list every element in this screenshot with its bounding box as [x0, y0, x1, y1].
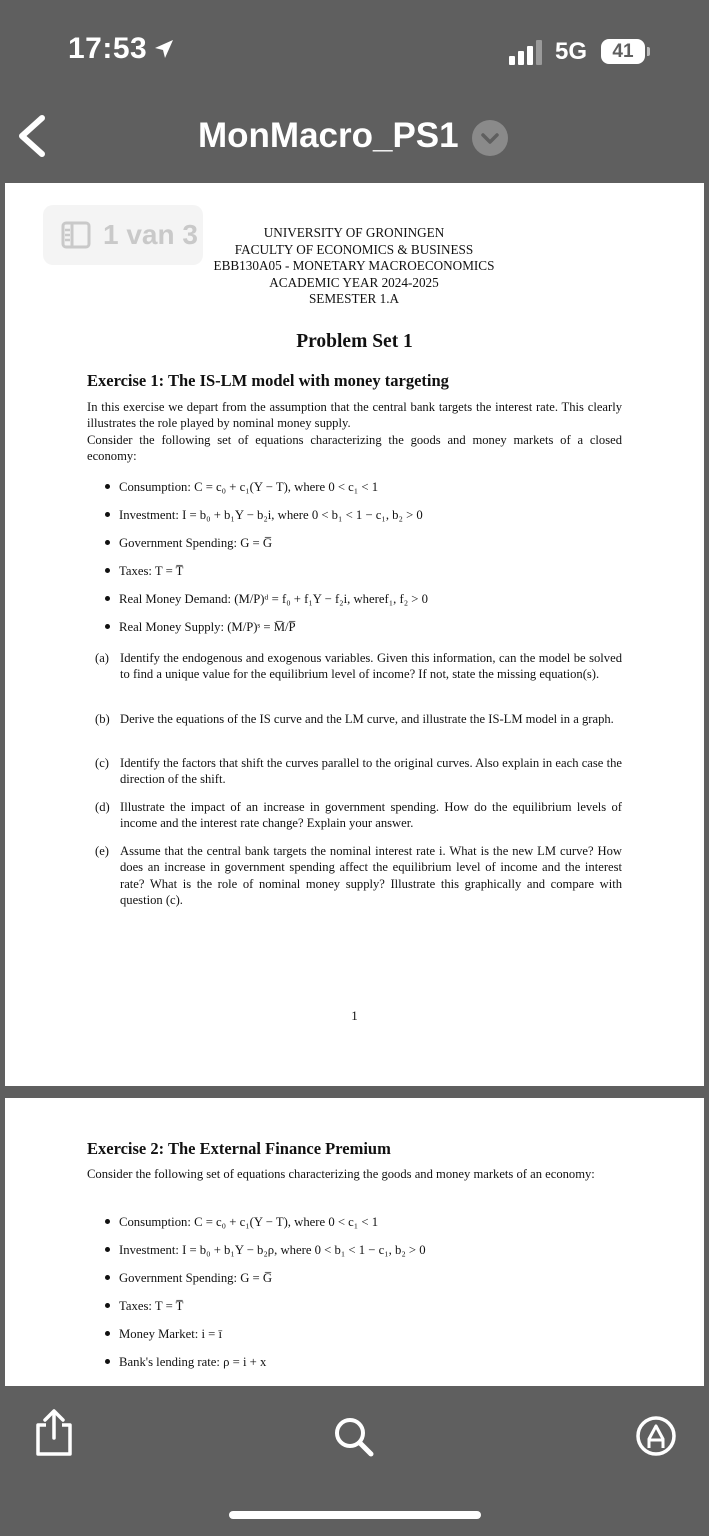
equation-item [105, 1327, 222, 1342]
question-label: (c) [95, 756, 109, 770]
equation-item [105, 592, 428, 607]
exercise-2-title: Exercise 2: The External Finance Premium [87, 1139, 391, 1158]
exercise-1-intro [87, 399, 622, 464]
markup-pen-icon [635, 1415, 677, 1457]
pdf-page-2 [5, 1098, 704, 1388]
battery-icon [647, 47, 650, 56]
header-line: SEMESTER 1.A [308, 291, 400, 307]
question-label: (d) [95, 800, 110, 814]
question-label: (e) [95, 844, 109, 858]
markup-button[interactable] [635, 1415, 677, 1462]
question-text: Identify the endogenous and exogenous variables. Given this information, can the model be solved to find a unique value for the equilibrium level of income? If not, state the missing equation(s). [120, 651, 622, 682]
question-text: Derive the equations of the IS curve and the LM curve, and illustrate the IS-LM model in a graph. [120, 712, 614, 726]
status-bar [0, 0, 709, 100]
document-title[interactable]: MonMacro_PS1 [198, 116, 459, 155]
equation-text: Money Market: i = ī [119, 1327, 222, 1341]
clock-time: 17:53 [68, 32, 148, 65]
question-item [95, 711, 622, 727]
equation-item [105, 1215, 378, 1230]
question-text: Identify the factors that shift the curves parallel to the original curves. Also explain in each case the direction of the shift. [120, 756, 622, 787]
equation-item [105, 508, 423, 523]
equation-text: Investment: I = b₀ + b₁Y − b₂i, where 0 < b₁ < 1 − c₁, b₂ > 0 [119, 508, 423, 522]
equation-text: Consumption: C = c₀ + c₁(Y − T), where 0 < c₁ < 1 [119, 480, 379, 494]
equation-text: Bank's lending rate: ρ = i + x [119, 1355, 267, 1369]
equation-text: Government Spending: G = G̅ [119, 1271, 273, 1285]
problem-set-title: Problem Set 1 [296, 331, 413, 352]
title-menu-button[interactable] [472, 120, 508, 156]
equation-text: Government Spending: G = G̅ [119, 536, 273, 550]
question-text: Illustrate the impact of an increase in government spending. How do the equilibrium levels of income and the interest rate change? Explain your answer. [120, 800, 622, 831]
home-indicator[interactable] [229, 1511, 481, 1519]
page-indicator-label: 1 van 3 [103, 219, 198, 250]
question-text: Assume that the central bank targets the nominal interest rate i. What is the new LM curve? How does an increase in government spending affect the equilibrium level of income and the interest rate? What is the role of nominal money supply? Illustrate this graphically and compare with question (c). [120, 844, 622, 907]
share-icon [33, 1408, 75, 1458]
network-type: 5G [555, 38, 588, 65]
chevron-down-icon [472, 120, 508, 156]
navigation-bar [0, 100, 709, 176]
back-button[interactable] [14, 112, 50, 160]
equation-item [105, 564, 183, 579]
clock [68, 32, 175, 68]
header-line: UNIVERSITY OF GRONINGEN [263, 225, 445, 240]
pdf-page-1 [5, 183, 704, 1086]
location-arrow-icon [153, 34, 175, 68]
exercise-2-intro: Consider the following set of equations characterizing the goods and money markets of an economy: [87, 1167, 595, 1181]
intro-text: Consider the following set of equations characterizing the goods and money markets of a closed economy: [87, 432, 622, 463]
header-line: ACADEMIC YEAR 2024-2025 [269, 274, 439, 290]
battery-level: 41 [601, 39, 645, 64]
equation-text: Taxes: T = T̅ [119, 1299, 184, 1313]
equation-item [105, 480, 378, 495]
question-label: (b) [95, 712, 110, 726]
equation-text: Real Money Demand: (M/P)ᵈ = f₀ + f₁Y − f₂i, wheref₁, f₂ > 0 [119, 592, 428, 606]
signal-strength-icon [509, 37, 542, 65]
equation-text: Investment: I = b₀ + b₁Y − b₂ρ, where 0 < b₁ < 1 − c₁, b₂ > 0 [119, 1243, 426, 1257]
equation-item [105, 1355, 266, 1370]
exercise-1-title: Exercise 1: The IS-LM model with money targeting [87, 371, 449, 390]
university-header [155, 225, 553, 308]
equation-item [105, 620, 296, 635]
equation-text: Consumption: C = c₀ + c₁(Y − T), where 0 < c₁ < 1 [119, 1215, 379, 1229]
chevron-left-icon [14, 112, 50, 160]
equation-item [105, 1271, 272, 1286]
equation-text: Taxes: T = T̅ [119, 564, 184, 578]
question-item [95, 650, 622, 683]
question-label: (a) [95, 651, 109, 665]
equation-item [105, 536, 272, 551]
equation-item [105, 1299, 183, 1314]
question-item [95, 799, 622, 832]
equation-text: Real Money Supply: (M/P)ˢ = M̅/P̅ [119, 620, 296, 634]
equation-item [105, 1243, 426, 1258]
question-item [95, 843, 622, 908]
question-item [95, 755, 622, 788]
header-line: FACULTY OF ECONOMICS & BUSINESS [234, 241, 474, 257]
page-number: 1 [351, 1008, 358, 1023]
intro-text: In this exercise we depart from the assumption that the central bank targets the interest rate. This clearly illustrates the role played by nominal money supply. [87, 400, 622, 431]
search-icon [333, 1416, 375, 1458]
sidebar-icon [61, 221, 91, 256]
share-button[interactable] [33, 1408, 75, 1463]
search-button[interactable] [333, 1416, 375, 1463]
header-line: EBB130A05 - MONETARY MACROECONOMICS [213, 258, 495, 274]
